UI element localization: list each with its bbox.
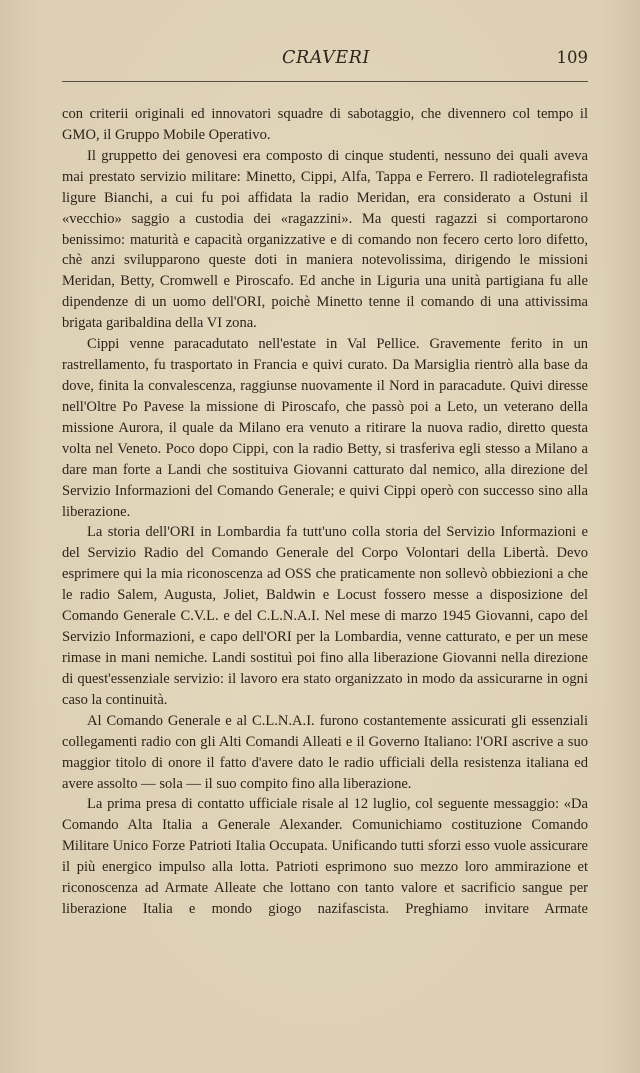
header-rule bbox=[62, 81, 588, 82]
paragraph-continuation: con criterii originali ed innovatori squadre di sabotaggio, che divennero col tempo il GMO, il Gruppo Mobile Operativo. bbox=[62, 106, 588, 143]
paragraph-cippi: Cippi venne paracadutato nell'estate in Val Pellice. Gravemente ferito in un rastrellamento, fu trasportato in Francia e quivi curato. Da Marsiglia rientrò alla base da dove, finita la convalescenza, raggiunse nuovamente il Nord in paracadute. Quivi diresse nell'Oltre Po Pavese la missione di Piroscafo, che passò poi a Leto, un veterano della missione Aurora, il quale da Milano era venuto a ritirare la nuova radio, diretto questa volta nel Veneto. Poco dopo Cippi, con la radio Betty, si trasferiva egli stesso a Milano a dare man forte a Landi che sostituiva Giovanni catturato dal nemico, alla direzione del Servizio Informazioni del Comando Generale; e quivi Cippi operò con successo sino alla liberazione. bbox=[62, 336, 588, 520]
paragraph-prima-presa: La prima presa di contatto ufficiale risale al 12 luglio, col seguente messaggio: «Da Comando Alta Italia a Generale Alexander. Comunichiamo costituzione Comando Militare Unico Forze Patrioti Italia Occupata. Unificando tutti sforzi esso vuole assicurare il più energico impulso alla lotta. Patrioti esprimono suo mezzo loro ammirazione et riconoscenza ad Armate Alleate che lottano con tanto valore et sacrificio sangue per liberazione Italia e mondo giogo nazifascista. Preghiamo invitare Armate bbox=[62, 796, 588, 918]
paragraph-genovesi: Il gruppetto dei genovesi era composto di cinque studenti, nessuno dei quali aveva mai prestato servizio militare: Minetto, Cippi, Alfa, Tappa e Ferrero. Il radiotelegrafista ligure Bianchi, a cui fu poi affidata la radio Meridan, era considerato a Ostuni il «vecchio» saggio a custodia dei «ragazzini». Ma questi ragazzi si comportarono benissimo: maturità e capacità organizzative e di comando non fecero certo loro difetto, chè anzi svilupparono queste doti in maniera notevolissima, dirigendo le missioni Meridan, Betty, Cromwell e Piroscafo. Ed anche in Liguria una unità partigiana fu alle dipendenze di un uomo dell'ORI, poichè Minetto tenne il comando di una attivissima brigata garibaldina della VI zona. bbox=[62, 147, 588, 332]
page-number: 109 bbox=[556, 48, 588, 67]
paragraph-ori-lombardia: La storia dell'ORI in Lombardia fa tutt'uno colla storia del Servizio Informazioni e del Servizio Radio del Comando Generale del Corpo Volontari della Libertà. Devo esprimere qui la mia riconoscenza ad OSS che praticamente non sollevò obbiezioni a che le radio Salem, Augusta, Joliet, Baldwin e Locust fossero messe a disposizione del Comando Generale C.V.L. e del C.L.N.A.I. Nel mese di marzo 1945 Giovanni, capo del Servizio Informazioni, e capo dell'ORI per la Lombardia, venne catturato, e per un mese rimase in mani nemiche. Landi sostituì poi fino alla liberazione Giovanni nella direzione di quest'essenziale servizio: il lavoro era stato organizzato in modo da assicurarne in ogni caso la continuità. bbox=[62, 524, 588, 708]
page-header bbox=[62, 48, 590, 74]
running-title: CRAVERI bbox=[281, 48, 371, 68]
paragraph-comando-generale: Al Comando Generale e al C.L.N.A.I. furono costantemente assicurati gli essenziali collegamenti radio con gli Alti Comandi Alleati e il Governo Italiano: l'ORI ascrive a suo maggior titolo di onore il fatto d'avere dato le radio ufficiali della resistenza italiana ed avere assolto — sola — il suo compito fino alla liberazione. bbox=[62, 712, 588, 792]
body-text bbox=[62, 104, 588, 920]
